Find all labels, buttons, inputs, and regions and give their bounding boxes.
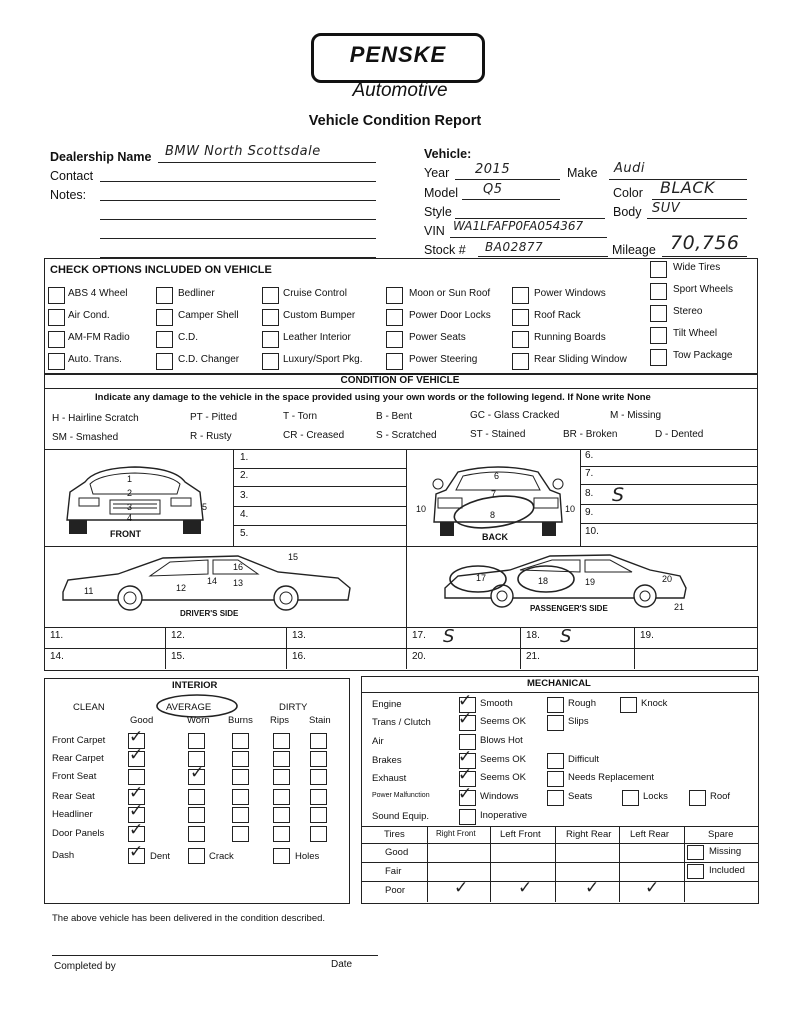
- option-label: Power Steering: [409, 354, 478, 365]
- option-label: Auto. Trans.: [68, 354, 122, 365]
- damage-entry[interactable]: 1.: [240, 452, 249, 463]
- damage-entry[interactable]: 15.: [171, 651, 185, 662]
- damage-entry[interactable]: 12.: [171, 630, 185, 641]
- mechanical-row-label: Sound Equip.: [372, 811, 430, 822]
- mechanical-option-label: Roof: [710, 791, 731, 802]
- color-line: [652, 199, 747, 200]
- diagram-number: 5: [202, 502, 208, 512]
- check-mark-icon: ✓: [458, 784, 473, 804]
- mechanical-row-label: Air: [372, 736, 384, 747]
- interior-checkbox[interactable]: [232, 751, 249, 767]
- option-label: Custom Bumper: [283, 310, 356, 321]
- tires-column-header: Right Rear: [566, 829, 612, 840]
- front-label: FRONT: [110, 529, 141, 539]
- check-mark-icon: ✓: [129, 842, 144, 862]
- legend-item: SM - Smashed: [52, 432, 119, 443]
- option-checkbox[interactable]: [386, 353, 403, 370]
- mechanical-option-label: Inoperative: [480, 810, 528, 821]
- mechanical-option-label: Locks: [643, 791, 668, 802]
- interior-heading: INTERIOR: [172, 680, 218, 691]
- option-checkbox[interactable]: [512, 331, 529, 348]
- passenger-side-label: PASSENGER'S SIDE: [530, 604, 608, 613]
- interior-checkbox[interactable]: [188, 807, 205, 823]
- diagram-number: 3: [127, 502, 133, 512]
- option-label: Moon or Sun Roof: [409, 288, 491, 299]
- interior-column-header: Worn: [187, 715, 210, 726]
- interior-row-label: Headliner: [52, 809, 93, 820]
- option-label: Wide Tires: [673, 262, 721, 273]
- check-mark-icon: ✓: [129, 745, 144, 765]
- option-checkbox[interactable]: [156, 309, 173, 326]
- check-mark-icon: ✓: [454, 878, 469, 898]
- interior-checkbox[interactable]: [188, 733, 205, 749]
- tires-column-header: Right Front: [436, 829, 476, 838]
- diagram-number: 7: [491, 489, 497, 499]
- legend-item: M - Missing: [610, 410, 662, 421]
- damage-entry[interactable]: 16.: [292, 651, 306, 662]
- diagram-number: 20: [662, 574, 673, 584]
- option-label: ABS 4 Wheel: [68, 288, 128, 299]
- diagram-number: 16: [233, 562, 244, 572]
- check-mark-icon: ✓: [129, 783, 144, 803]
- dealership-value[interactable]: BMW North Scottsdale: [165, 144, 321, 159]
- mechanical-option-label: Seems OK: [480, 754, 526, 765]
- mechanical-option-label: Knock: [641, 698, 668, 709]
- notes-line[interactable]: [100, 238, 376, 239]
- interior-checkbox[interactable]: [273, 789, 290, 805]
- option-label: Running Boards: [534, 332, 606, 343]
- interior-clean: CLEAN: [73, 702, 105, 713]
- completed-by-label: Completed by: [54, 961, 116, 972]
- diagram-number: 6: [494, 471, 500, 481]
- mileage-label: Mileage: [612, 243, 656, 257]
- legend-item: B - Bent: [376, 411, 413, 422]
- interior-row-label: Dash: [52, 850, 75, 861]
- diagram-number: 12: [176, 583, 187, 593]
- dash-checkbox[interactable]: [273, 848, 290, 864]
- vin-label: VIN: [424, 224, 445, 238]
- damage-entry[interactable]: 19.: [640, 630, 654, 641]
- interior-checkbox[interactable]: [188, 789, 205, 805]
- mechanical-option-label: Seems OK: [480, 716, 526, 727]
- mechanical-option-label: Needs Replacement: [568, 772, 655, 783]
- damage-mark[interactable]: S: [612, 484, 625, 506]
- mechanical-row-label: Power Malfunction: [372, 792, 430, 799]
- diagram-number: 14: [207, 576, 218, 586]
- option-label: Power Door Locks: [409, 310, 491, 321]
- interior-row-label: Front Seat: [52, 771, 97, 782]
- make-value[interactable]: Audi: [614, 161, 645, 176]
- option-label: Bedliner: [178, 288, 215, 299]
- option-checkbox[interactable]: [650, 305, 667, 322]
- damage-entry[interactable]: 14.: [50, 651, 64, 662]
- check-mark-icon: ✓: [458, 709, 473, 729]
- back-label: BACK: [482, 532, 508, 542]
- option-checkbox[interactable]: [262, 331, 279, 348]
- option-checkbox[interactable]: [262, 309, 279, 326]
- mechanical-option-label: Rough: [568, 698, 596, 709]
- options-heading: CHECK OPTIONS INCLUDED ON VEHICLE: [50, 264, 272, 276]
- interior-checkbox[interactable]: [310, 807, 327, 823]
- damage-entry[interactable]: 5.: [240, 528, 249, 539]
- model-line: [462, 199, 560, 200]
- check-mark-icon: ✓: [129, 727, 144, 747]
- legend-item: D - Dented: [655, 429, 704, 440]
- damage-entry[interactable]: 11.: [50, 630, 64, 641]
- dash-option-label: Crack: [209, 851, 234, 862]
- damage-entry[interactable]: 7.: [585, 468, 594, 479]
- diagram-number: 21: [674, 602, 685, 612]
- option-label: C.D.: [178, 332, 198, 343]
- page-title: Vehicle Condition Report: [308, 113, 482, 129]
- check-mark-icon: ✓: [645, 878, 660, 898]
- legend-item: ST - Stained: [470, 429, 526, 440]
- legend-item: T - Torn: [283, 411, 318, 422]
- notes-label: Notes:: [50, 188, 87, 202]
- tires-column-header: Tires: [384, 829, 405, 840]
- vin-value[interactable]: WA1LFAFP0FA054367: [453, 219, 584, 233]
- mechanical-checkbox[interactable]: [622, 790, 639, 806]
- option-checkbox[interactable]: [512, 287, 529, 304]
- legend-item: PT - Pitted: [190, 412, 238, 423]
- diagram-number: 1: [127, 474, 133, 484]
- model-label: Model: [424, 186, 459, 200]
- option-checkbox[interactable]: [512, 353, 529, 370]
- mechanical-row-label: Trans / Clutch: [372, 717, 431, 728]
- mechanical-checkbox[interactable]: [547, 771, 564, 787]
- condition-heading: CONDITION OF VEHICLE: [340, 375, 460, 386]
- logo-text: PENSKE: [349, 42, 447, 67]
- year-label: Year: [424, 166, 450, 180]
- mechanical-option-label: Slips: [568, 716, 589, 727]
- option-checkbox[interactable]: [262, 287, 279, 304]
- dash-option-label: Holes: [295, 851, 320, 862]
- interior-checkbox[interactable]: [273, 751, 290, 767]
- interior-checkbox[interactable]: [310, 769, 327, 785]
- tires-row-label: Poor: [385, 885, 406, 896]
- driver-side-label: DRIVER'S SIDE: [180, 609, 239, 618]
- legend-item: GC - Glass Cracked: [470, 410, 560, 421]
- interior-checkbox[interactable]: [188, 826, 205, 842]
- interior-column-header: Stain: [309, 715, 331, 726]
- option-label: Luxury/Sport Pkg.: [283, 354, 363, 365]
- option-label: Air Cond.: [68, 310, 110, 321]
- interior-row-label: Door Panels: [52, 828, 105, 839]
- damage-entry[interactable]: 2.: [240, 470, 249, 481]
- legend-item: BR - Broken: [563, 429, 618, 440]
- check-mark-icon: ✓: [458, 747, 473, 767]
- mechanical-option-label: Seems OK: [480, 772, 526, 783]
- damage-entry[interactable]: 3.: [240, 490, 249, 501]
- mechanical-row-label: Brakes: [372, 755, 402, 766]
- option-checkbox[interactable]: [262, 353, 279, 370]
- option-checkbox[interactable]: [386, 309, 403, 326]
- interior-checkbox[interactable]: [310, 733, 327, 749]
- interior-average: AVERAGE: [166, 702, 212, 713]
- check-mark-icon: ✓: [190, 763, 205, 783]
- mechanical-row-label: Exhaust: [372, 773, 407, 784]
- option-checkbox[interactable]: [48, 287, 65, 304]
- color-value[interactable]: BLACK: [660, 178, 715, 197]
- option-label: Power Windows: [534, 288, 606, 299]
- option-checkbox[interactable]: [156, 353, 173, 370]
- make-label: Make: [567, 166, 598, 180]
- interior-checkbox[interactable]: [273, 769, 290, 785]
- option-checkbox[interactable]: [512, 309, 529, 326]
- logo-subtitle: Automotive: [352, 80, 448, 101]
- option-label: Rear Sliding Window: [534, 354, 627, 365]
- stock-line: [478, 256, 608, 257]
- diagram-number: 2: [127, 488, 133, 498]
- mileage-value[interactable]: 70,756: [670, 232, 740, 254]
- vin-line: [450, 237, 607, 238]
- model-value[interactable]: Q5: [483, 182, 503, 197]
- damage-entry[interactable]: 21.: [526, 651, 540, 662]
- option-label: Cruise Control: [283, 288, 347, 299]
- legend-item: CR - Creased: [283, 430, 345, 441]
- option-checkbox[interactable]: [48, 353, 65, 370]
- option-label: Tow Package: [673, 350, 733, 361]
- diagram-number: 8: [490, 510, 496, 520]
- mechanical-checkbox[interactable]: [547, 753, 564, 769]
- mechanical-option-label: Blows Hot: [480, 735, 523, 746]
- option-label: C.D. Changer: [178, 354, 240, 365]
- legend-item: S - Scratched: [376, 430, 437, 441]
- damage-entry[interactable]: 17.: [412, 630, 426, 641]
- style-label: Style: [424, 205, 452, 219]
- option-label: Camper Shell: [178, 310, 239, 321]
- diagram-number: 4: [127, 513, 133, 523]
- diagram-number: 17: [476, 573, 487, 583]
- tires-row-label: Good: [385, 847, 409, 858]
- mechanical-option-label: Difficult: [568, 754, 599, 765]
- diagram-number: 18: [538, 576, 549, 586]
- legend-item: R - Rusty: [190, 431, 232, 442]
- damage-mark[interactable]: S: [443, 626, 455, 647]
- signature-line[interactable]: [52, 955, 378, 956]
- interior-checkbox[interactable]: [273, 826, 290, 842]
- damage-entry[interactable]: 8.: [585, 488, 594, 499]
- tires-column-header: Left Front: [500, 829, 541, 840]
- option-label: Leather Interior: [283, 332, 351, 343]
- interior-checkbox[interactable]: [310, 789, 327, 805]
- check-mark-icon: ✓: [585, 878, 600, 898]
- delivered-statement: The above vehicle has been delivered in the condition described.: [52, 913, 326, 924]
- interior-column-header: Burns: [228, 715, 253, 726]
- date-label: Date: [331, 959, 353, 970]
- check-mark-icon: ✓: [458, 691, 473, 711]
- damage-entry[interactable]: 18.: [526, 630, 540, 641]
- diagram-number: 13: [233, 578, 244, 588]
- mechanical-row-label: Engine: [372, 699, 402, 710]
- interior-row-label: Front Carpet: [52, 735, 106, 746]
- contact-label: Contact: [50, 169, 94, 183]
- mechanical-option-label: Smooth: [480, 698, 513, 709]
- dealership-line: [158, 162, 376, 163]
- year-line: [455, 179, 560, 180]
- option-label: Tilt Wheel: [673, 328, 718, 339]
- mechanical-checkbox[interactable]: [547, 697, 564, 713]
- stock-label: Stock #: [424, 243, 466, 257]
- body-line: [647, 218, 747, 219]
- interior-checkbox[interactable]: [232, 769, 249, 785]
- option-label: Roof Rack: [534, 310, 581, 321]
- damage-entry[interactable]: 6.: [585, 450, 594, 461]
- interior-checkbox[interactable]: [232, 789, 249, 805]
- stock-value[interactable]: BA02877: [485, 240, 544, 254]
- interior-checkbox[interactable]: [232, 733, 249, 749]
- check-mark-icon: ✓: [129, 820, 144, 840]
- interior-checkbox[interactable]: [232, 807, 249, 823]
- check-mark-icon: ✓: [129, 801, 144, 821]
- mechanical-checkbox[interactable]: [620, 697, 637, 713]
- mileage-line: [662, 256, 747, 257]
- option-checkbox[interactable]: [386, 331, 403, 348]
- body-label: Body: [613, 205, 642, 219]
- option-label: AM-FM Radio: [68, 332, 130, 343]
- notes-line[interactable]: [100, 219, 376, 220]
- interior-checkbox[interactable]: [310, 826, 327, 842]
- contact-line[interactable]: [100, 181, 376, 182]
- mechanical-option-label: Windows: [480, 791, 519, 802]
- diagram-number: 15: [288, 552, 299, 562]
- interior-checkbox[interactable]: [232, 826, 249, 842]
- dash-checkbox[interactable]: [188, 848, 205, 864]
- damage-mark[interactable]: S: [560, 626, 572, 647]
- dash-option-label: Dent: [150, 851, 171, 862]
- damage-entry[interactable]: 20.: [412, 651, 426, 662]
- tires-row-label: Fair: [385, 866, 402, 877]
- interior-row-label: Rear Carpet: [52, 753, 104, 764]
- option-label: Power Seats: [409, 332, 466, 343]
- option-checkbox[interactable]: [650, 261, 667, 278]
- tires-column-header: Left Rear: [630, 829, 670, 840]
- damage-entry[interactable]: 4.: [240, 509, 249, 520]
- interior-row-label: Rear Seat: [52, 791, 95, 802]
- mechanical-checkbox[interactable]: [547, 715, 564, 731]
- damage-entry[interactable]: 9.: [585, 507, 594, 518]
- interior-checkbox[interactable]: [273, 807, 290, 823]
- damage-entry[interactable]: 10.: [585, 526, 599, 537]
- interior-column-header: Rips: [270, 715, 290, 726]
- check-mark-icon: ✓: [458, 765, 473, 785]
- color-label: Color: [613, 186, 643, 200]
- check-mark-icon: ✓: [518, 878, 533, 898]
- dealership-label: Dealership Name: [50, 150, 152, 164]
- option-checkbox[interactable]: [156, 331, 173, 348]
- diagram-number: 11: [84, 586, 94, 596]
- spare-checkbox[interactable]: [687, 845, 704, 860]
- option-checkbox[interactable]: [156, 287, 173, 304]
- vehicle-heading: Vehicle:: [424, 147, 472, 161]
- option-checkbox[interactable]: [650, 283, 667, 300]
- mechanical-checkbox[interactable]: [459, 809, 476, 825]
- option-checkbox[interactable]: [650, 349, 667, 366]
- spare-checkbox[interactable]: [687, 864, 704, 879]
- mechanical-checkbox[interactable]: [689, 790, 706, 806]
- option-label: Sport Wheels: [673, 284, 734, 295]
- tires-column-header: Spare: [708, 829, 734, 840]
- interior-dirty: DIRTY: [279, 702, 308, 713]
- notes-line[interactable]: [100, 200, 376, 201]
- spare-option-label: Missing: [709, 846, 742, 857]
- option-checkbox[interactable]: [650, 327, 667, 344]
- damage-entry[interactable]: 13.: [292, 630, 306, 641]
- interior-checkbox[interactable]: [273, 733, 290, 749]
- option-checkbox[interactable]: [48, 331, 65, 348]
- interior-checkbox[interactable]: [310, 751, 327, 767]
- mechanical-checkbox[interactable]: [547, 790, 564, 806]
- spare-option-label: Included: [709, 865, 745, 876]
- body-value[interactable]: SUV: [652, 201, 681, 216]
- option-checkbox[interactable]: [48, 309, 65, 326]
- option-checkbox[interactable]: [386, 287, 403, 304]
- diagram-number: 10: [416, 504, 427, 514]
- option-label: Stereo: [673, 306, 703, 317]
- diagram-number: 19: [585, 577, 596, 587]
- diagram-number: 10: [565, 504, 576, 514]
- mechanical-option-label: Seats: [568, 791, 593, 802]
- legend-item: H - Hairline Scratch: [52, 413, 139, 424]
- condition-instruction: Indicate any damage to the vehicle in the space provided using your own words or the following legend. If None write None: [95, 392, 651, 403]
- mechanical-heading: MECHANICAL: [527, 678, 591, 689]
- interior-column-header: Good: [130, 715, 154, 726]
- year-value[interactable]: 2015: [475, 162, 511, 177]
